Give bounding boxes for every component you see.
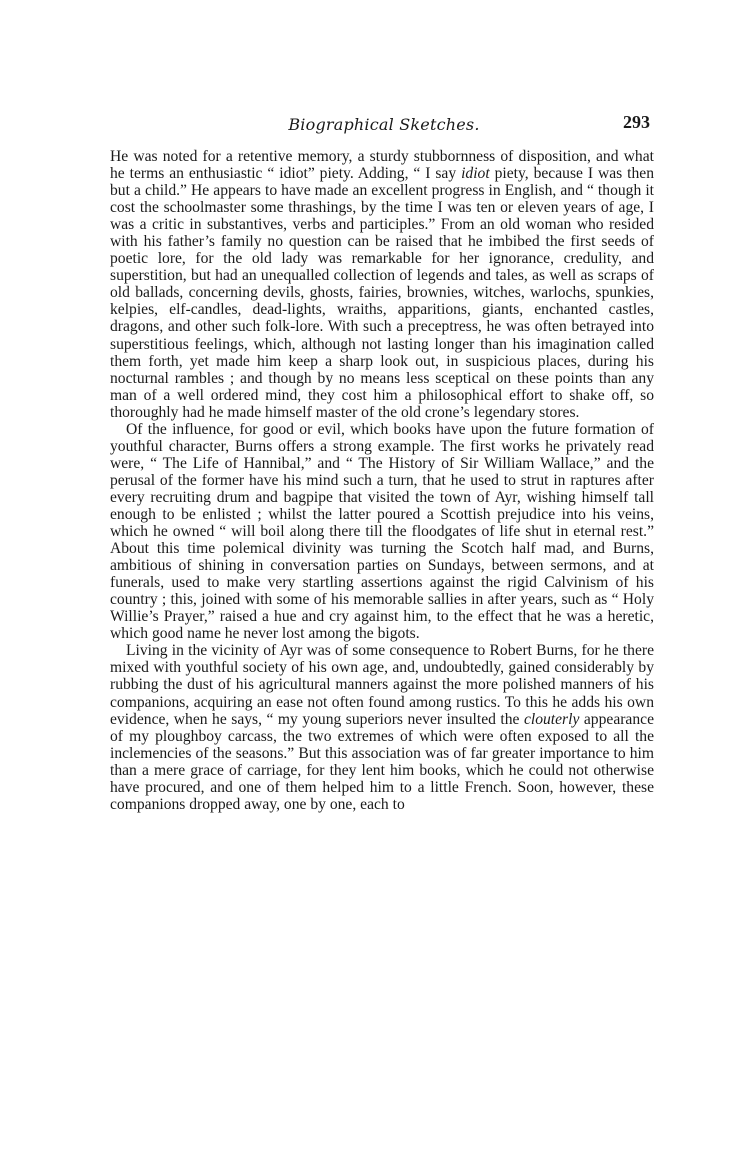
running-header — [110, 112, 658, 138]
page-number: 293 — [623, 112, 650, 132]
paragraph-3: Living in the vicinity of Ayr was of some consequence to Robert Burns, for he there mixed with youthful society of his own age, and, undoubtedly, gained considerably by rubbing the dust of his agricultural manners against the more polished manners of his companions, acquiring an ease not often found among rustics. To this he adds his own evidence, when he says, “ my young superiors never insulted the clouterly appearance of my ploughboy carcass, the two extremes of which were often exposed to all the inclemencies of the seasons.” But this association was of far greater importance to him than a mere grace of carriage, for they lent him books, which he could not otherwise have procured, and one of them helped him to a little French. Soon, however, these companions dropped away, one by one, each to — [110, 642, 654, 813]
emphasis-clouterly: clouterly — [523, 710, 580, 728]
body-text — [110, 148, 654, 813]
paragraph-2: Of the influence, for good or evil, which books have upon the future formation of youthful character, Burns offers a strong example. The first works he privately read were, “ The Life of Hannibal,” and “ The History of Sir William Wallace,” and the perusal of the former have his mind such a turn, that he used to strut in raptures after every recruiting drum and bagpipe that visited the town of Ayr, wishing himself tall enough to be enlisted ; whilst the latter poured a Scottish prejudice into his veins, which he owned “ will boil along there till the floodgates of life shut in eternal rest.” About this time polemical divinity was turning the Scotch half mad, and Burns, ambitious of shining in conversation parties on Sundays, between sermons, and at funerals, used to make very startling assertions against the rigid Calvinism of his country ; this, joined with some of his memorable sallies in after years, such as “ Holy Willie’s Prayer,” raised a hue and cry against him, to the effect that he was a heretic, which good name he never lost among the bigots. — [110, 420, 654, 643]
running-title: Biographical Sketches. — [288, 115, 480, 134]
paragraph-1: He was noted for a retentive memory, a sturdy stubbornness of disposition, and what he terms an enthusiastic “ idiot” piety. Adding, “ I say idiot piety, because I was then but a child.” He appears to have made an excellent progress in English, and “ though it cost the schoolmaster some thrashings, by the time I was ten or eleven years of age, I was a critic in substantives, verbs and participles.” From an old woman who resided with his father’s family no question can be raised that he imbibed the first seeds of poetic lore, for the old lady was remarkable for her ignorance, credulity, and superstition, but had an unequalled collection of legends and tales, as well as scraps of old ballads, concerning devils, ghosts, fairies, brownies, witches, warlochs, spunkies, kelpies, elf-candles, dead-lights, wraiths, apparitions, giants, enchanted castles, dragons, and other such folk-lore. With such a preceptress, he was often betrayed into superstitious feelings, which, although not lasting longer than his imagination called them forth, yet made him keep a sharp look out, in suspicious places, during his nocturnal rambles ; and though by no means less sceptical on these points than any man of a well ordered mind, they cost him a philosophical effort to shake off, so thoroughly had he made himself master of the old crone’s legendary stores. — [110, 148, 654, 421]
emphasis-idiot: idiot — [461, 165, 490, 183]
